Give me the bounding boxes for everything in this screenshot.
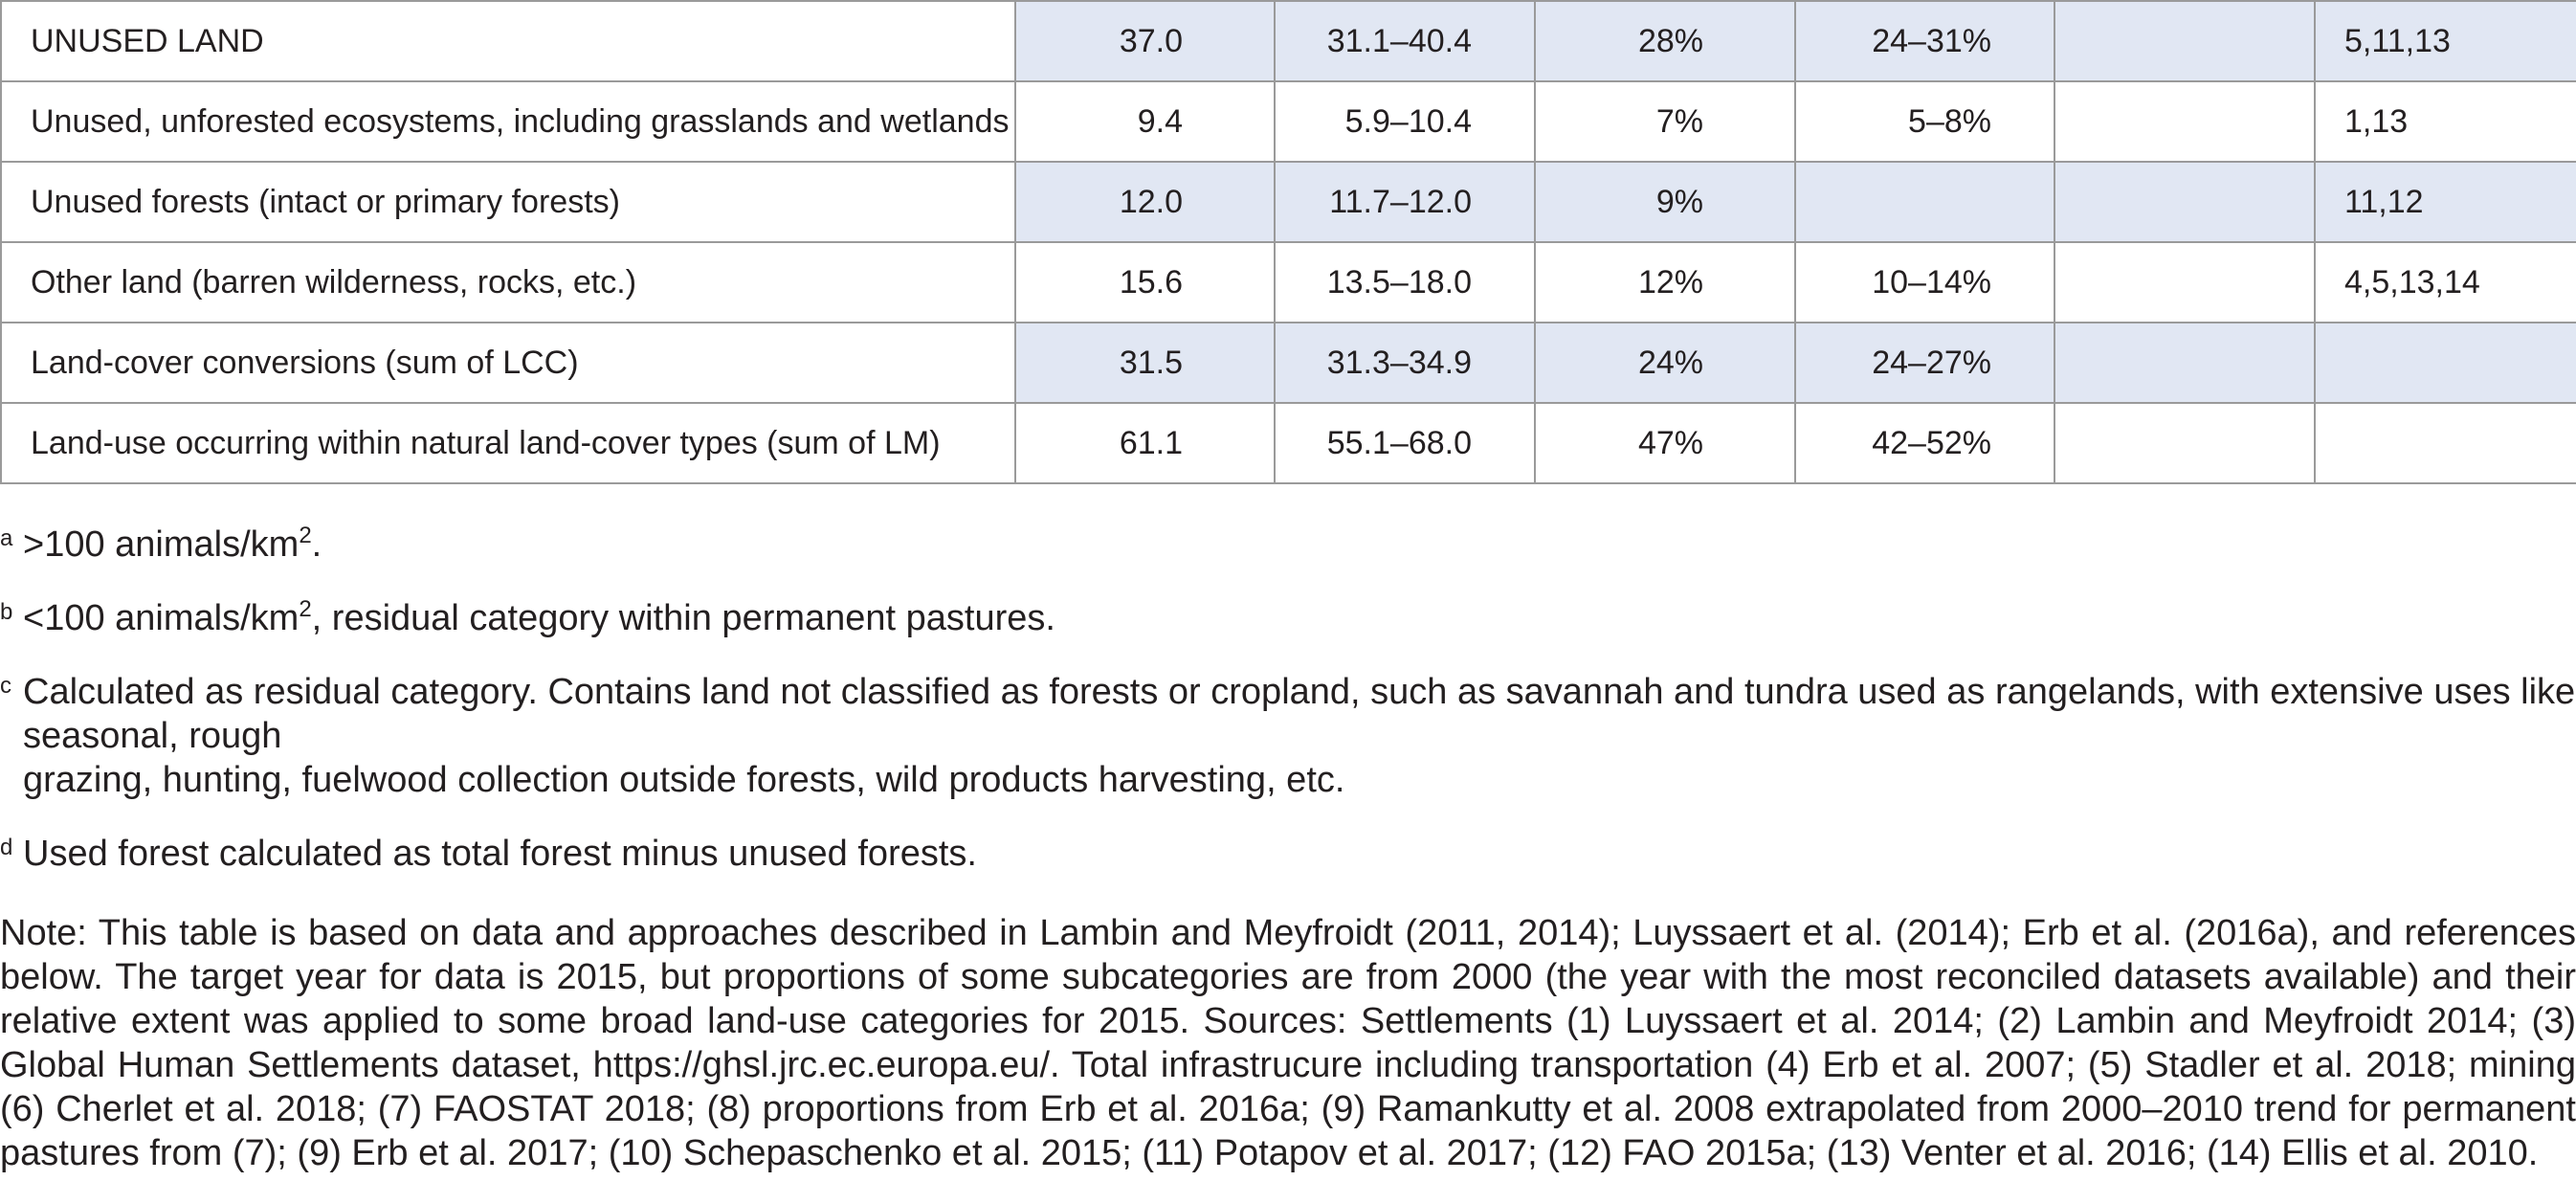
cell-value: 37.0	[1015, 1, 1275, 81]
table-row-land-cover-conversions	[1, 323, 2576, 403]
cell-percent-range: 5–8%	[1795, 81, 2054, 162]
land-use-table	[0, 0, 2576, 484]
row-label: Unused, unforested ecosystems, including grasslands and wetlands	[1, 81, 1015, 162]
footnote-marker: a	[0, 525, 13, 551]
cell-empty	[2054, 162, 2315, 242]
footnote-text-line2: grazing, hunting, fuelwood collection outside forests, wild products harvesting, etc.	[23, 760, 1345, 800]
cell-value: 15.6	[1015, 242, 1275, 323]
superscript: 2	[299, 523, 312, 548]
cell-percent-range: 24–27%	[1795, 323, 2054, 403]
cell-range: 5.9–10.4	[1275, 81, 1535, 162]
footnote-text-end: , residual category within permanent pastures.	[311, 598, 1055, 638]
cell-empty	[2054, 242, 2315, 323]
cell-percent-range	[1795, 162, 2054, 242]
footnote-b	[0, 596, 2576, 640]
footnote-marker: d	[0, 835, 13, 860]
footnote-text-end: .	[311, 524, 322, 565]
footnote-c	[0, 670, 2576, 802]
footnote-text-line1: Calculated as residual category. Contains land not classified as forests or cropland, such as savannah and tundra used as rangelands, with extensive uses like seasonal, rough	[23, 672, 2576, 756]
footnote-text: Used forest calculated as total forest minus unused forests.	[23, 834, 977, 874]
table-notes	[0, 523, 2576, 1175]
cell-empty	[2054, 323, 2315, 403]
cell-percent-range: 24–31%	[1795, 1, 2054, 81]
cell-percent: 9%	[1535, 162, 1795, 242]
table-row-other-land	[1, 242, 2576, 323]
footnote-a	[0, 523, 2576, 567]
cell-percent: 47%	[1535, 403, 1795, 483]
table-row-unused-land	[1, 1, 2576, 81]
row-label: Other land (barren wilderness, rocks, etc.)	[1, 242, 1015, 323]
cell-range: 55.1–68.0	[1275, 403, 1535, 483]
cell-empty	[2054, 1, 2315, 81]
cell-range: 31.3–34.9	[1275, 323, 1535, 403]
table-row-unused-unforested	[1, 81, 2576, 162]
cell-value: 9.4	[1015, 81, 1275, 162]
cell-references	[2315, 323, 2576, 403]
footnote-text: <100 animals/km	[23, 598, 300, 638]
superscript: 2	[299, 596, 312, 622]
cell-references: 1,13	[2315, 81, 2576, 162]
cell-empty	[2054, 81, 2315, 162]
footnote-marker: b	[0, 599, 13, 625]
footnote-marker: c	[0, 673, 11, 699]
cell-percent: 7%	[1535, 81, 1795, 162]
footnote-d	[0, 832, 2576, 876]
row-label: Land-cover conversions (sum of LCC)	[1, 323, 1015, 403]
cell-value: 12.0	[1015, 162, 1275, 242]
footnote-text: >100 animals/km	[23, 524, 300, 565]
cell-references	[2315, 403, 2576, 483]
cell-value: 31.5	[1015, 323, 1275, 403]
table-row-unused-forests	[1, 162, 2576, 242]
cell-references: 11,12	[2315, 162, 2576, 242]
cell-range: 11.7–12.0	[1275, 162, 1535, 242]
cell-value: 61.1	[1015, 403, 1275, 483]
cell-range: 31.1–40.4	[1275, 1, 1535, 81]
cell-empty	[2054, 403, 2315, 483]
cell-references: 4,5,13,14	[2315, 242, 2576, 323]
cell-range: 13.5–18.0	[1275, 242, 1535, 323]
table-row-land-use-natural	[1, 403, 2576, 483]
cell-percent: 28%	[1535, 1, 1795, 81]
cell-references: 5,11,13	[2315, 1, 2576, 81]
cell-percent: 24%	[1535, 323, 1795, 403]
cell-percent: 12%	[1535, 242, 1795, 323]
row-label: Land-use occurring within natural land-cover types (sum of LM)	[1, 403, 1015, 483]
cell-percent-range: 42–52%	[1795, 403, 2054, 483]
row-label: UNUSED LAND	[1, 1, 1015, 81]
cell-percent-range: 10–14%	[1795, 242, 2054, 323]
row-label: Unused forests (intact or primary forests)	[1, 162, 1015, 242]
sources-note: Note: This table is based on data and approaches described in Lambin and Meyfroidt (2011, 2014); Luyssaert et al. (2014); Erb et al. (2016a), and references below. The target year for data is 2015, but proportions of some subcategories are from 2000 (the year with the most reconciled datasets available) and their relative extent was applied to some broad land-use categories for 2015. Sources: Settlements (1) Luyssaert et al. 2014; (2) Lambin and Meyfroidt 2014; (3) Global Human Settlements dataset, https://ghsl.jrc.ec.europa.eu/. Total infrastrucure including transportation (4) Erb et al. 2007; (5) Stadler et al. 2018; mining (6) Cherlet et al. 2018; (7) FAOSTAT 2018; (8) proportions from Erb et al. 2016a; (9) Ramankutty et al. 2008 extrapolated from 2000–2010 trend for permanent pastures from (7); (9) Erb et al. 2017; (10) Schepaschenko et al. 2015; (11) Potapov et al. 2017; (12) FAO 2015a; (13) Venter et al. 2016; (14) Ellis et al. 2010.	[0, 913, 2576, 1173]
